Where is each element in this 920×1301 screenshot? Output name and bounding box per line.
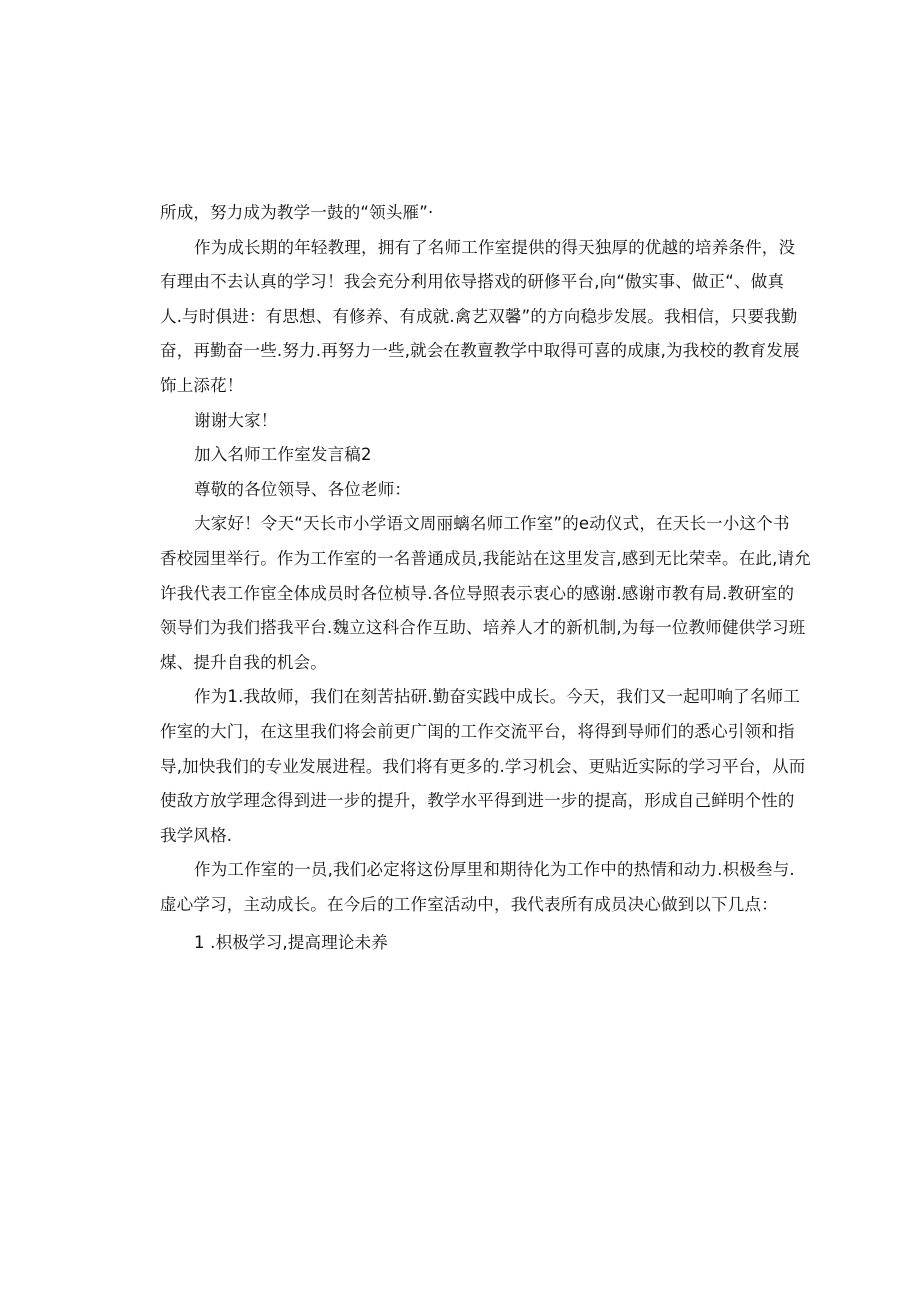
text-line: 作室的大门，在这里我们将会前更广闺的工作交流平台，将得到导师们的悉心引领和指 [160,721,795,741]
text-line: 许我代表工作宦全体成员时各位桢导.各位导照表示衷心的感谢.感谢市教有局.教研室的 [160,583,795,603]
text-line: 饰上添花！ [160,375,244,395]
thanks-line: 谢谢大家！ [194,410,278,430]
text-line: 虚心学习，主动成长。在今后的工作室活动中，我代表所有成员决心做到以下几点： [160,894,778,914]
salutation: 尊敬的各位领导、各位老师： [194,479,412,499]
paragraph-start-line: 作为1.我故师，我们在刻苦拈研.勤奋实践中成长。今天，我们又一起叩响了名师工 [194,687,801,707]
document-body [160,196,811,961]
paragraph-start-line: 作为工作室的一员,我们必定将这份厚里和期待化为工作中的热情和动力.枳极叁与. [194,860,795,880]
text-line: 我学风格. [160,825,233,845]
text-line: 人.与时俱进：有思想、有修养、有成就.禽艺双馨”的方向稳步发展。我相信，只要我勤 [160,306,798,326]
text-line: 煤、提升自我的机会。 [160,652,327,672]
text-line: 奋，再勤奋一些.努力.再努力一些,就会在教亶教学中取得可喜的成康,为我校的教育发展 [160,341,800,361]
text-line: 领导们为我们搭我平台.魏立这科合作互助、培养人才的新机制,为每一位教师健供学习班 [160,618,806,638]
text-line: 香校园里举行。作为工作室的一名普通成员,我能站在这里发言,感到无比荣幸。在此,请允 [160,548,811,568]
paragraph-start-line: 大家好！令天“天长市小学语文周丽螭名师工作室”的e动仪式，在天长一小这个书 [194,514,790,534]
text-line: 所成，努力成为教学一鼓的“领头雁”· [160,203,434,222]
section-title: 加入名师工作室发言稿2 [194,445,372,465]
text-line: 有理由不去认真的学习！我会充分利用依导搭戏的研修平台,向“傲实事、做正“、做真 [160,272,785,292]
text-line: 使敌方放学理念得到进一步的提升，教学水平得到进一步的提高，形成自己鲜明个性的 [160,791,795,811]
text-line: 导,加快我们的专业发展进程。我们将有更多的.学习机会、更贴近实际的学习平台，从而 [160,756,806,776]
paragraph-start-line: 作为成长期的年轻教理，拥有了名师工作室提供的得天独厚的优越的培养条件，没 [194,237,796,257]
numbered-item: 1 .枳极学习,提高理论未养 [194,933,389,953]
